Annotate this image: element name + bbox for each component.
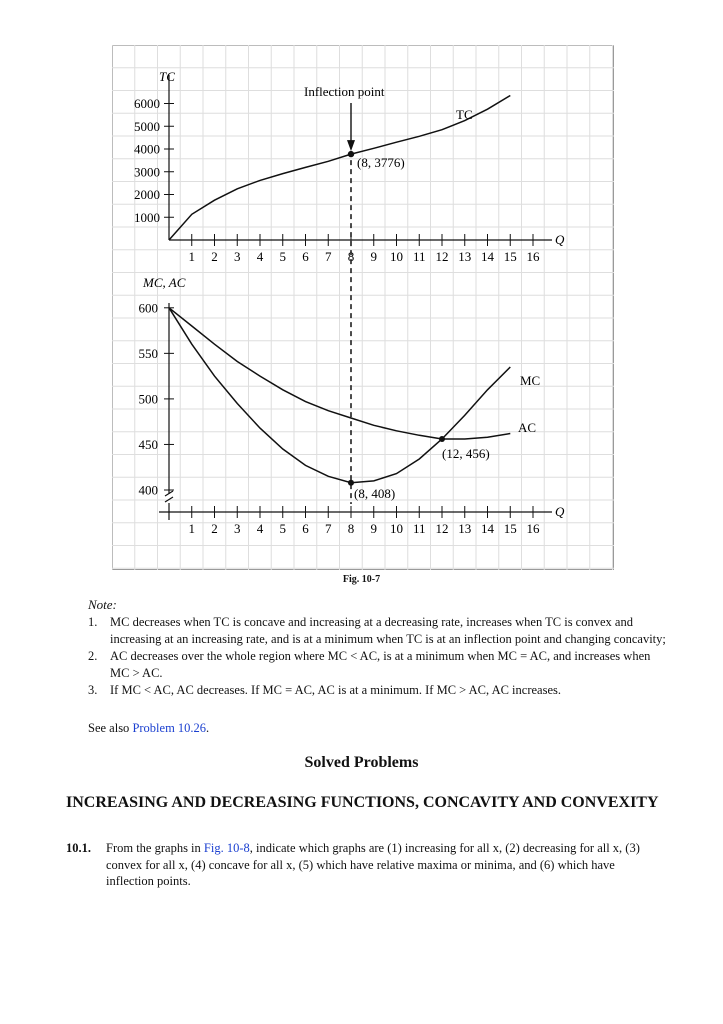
bottom-y-tick-label: 450	[138, 436, 158, 452]
chart-svg	[112, 45, 614, 570]
tc-series-label: TC	[456, 107, 473, 122]
problem-10-26-link[interactable]: Problem 10.26	[132, 721, 207, 735]
top-y-tick-label: 2000	[134, 187, 160, 202]
note-item-text: AC decreases over the whole region where MC < AC, is at a minimum when MC = AC, and increases when MC > AC.	[110, 649, 651, 680]
bottom-x-tick-label: 11	[412, 521, 426, 536]
top-x-tick-label: 4	[256, 249, 264, 264]
see-also-suffix: .	[206, 721, 210, 735]
mc-ac-intersection-point	[439, 436, 445, 442]
top-x-tick-label: 9	[370, 249, 377, 264]
bottom-x-tick-label: 5	[279, 521, 286, 536]
note-label: Note:	[88, 597, 117, 612]
bottom-x-tick-label: 13	[458, 521, 472, 536]
top-x-tick-label: 2	[211, 249, 218, 264]
top-y-tick-label: 6000	[134, 96, 160, 111]
note-item-number: 3.	[88, 683, 98, 697]
top-x-axis-label: Q	[555, 232, 565, 247]
bottom-x-tick-label: 4	[256, 521, 264, 536]
bottom-y-axis-label: MC, AC	[143, 275, 186, 290]
bottom-x-tick-label: 12	[435, 521, 449, 536]
bottom-y-tick-label: 400	[138, 482, 158, 498]
top-x-tick-label: 6	[302, 249, 309, 264]
bottom-x-tick-label: 3	[234, 521, 241, 536]
see-also-prefix: See also	[88, 721, 133, 735]
bottom-y-tick-label: 550	[138, 345, 158, 361]
note-item	[88, 614, 668, 647]
top-x-tick-label: 15	[503, 249, 517, 264]
bottom-x-tick-label: 10	[390, 521, 403, 536]
bottom-y-tick-label: 600	[138, 300, 158, 316]
figure-10-7	[112, 45, 614, 570]
top-y-axis-label: TC	[159, 69, 175, 84]
bottom-x-tick-label: 14	[481, 521, 494, 536]
top-x-tick-label: 10	[390, 249, 403, 264]
note-list	[88, 614, 668, 700]
problem-number: 10.1.	[66, 841, 91, 855]
section-title: Solved Problems	[304, 754, 419, 771]
top-x-tick-label: 8	[347, 249, 355, 264]
bottom-x-tick-label: 1	[188, 521, 195, 536]
ac-series-label: AC	[518, 420, 537, 435]
top-x-tick-label: 1	[188, 249, 195, 264]
note-item-number: 2.	[88, 649, 98, 663]
bottom-x-tick-label: 8	[347, 521, 355, 536]
minimum-label: (8, 408)	[354, 486, 396, 501]
top-x-tick-label: 5	[279, 249, 286, 264]
mc-series-label: MC	[520, 373, 541, 388]
bottom-x-tick-label: 9	[370, 521, 377, 536]
top-y-tick-label: 1000	[134, 209, 160, 225]
top-y-tick-label: 4000	[134, 141, 160, 157]
bottom-x-axis-label: Q	[555, 504, 565, 519]
top-x-tick-label: 7	[325, 249, 332, 264]
sub-heading: INCREASING AND DECREASING FUNCTIONS, CONCAVITY AND CONVEXITY	[66, 794, 659, 811]
bottom-x-tick-label: 2	[211, 521, 218, 536]
problem-10-1	[66, 840, 661, 890]
top-y-tick-label: 5000	[134, 118, 160, 134]
note-item-text: MC decreases when TC is concave and increasing at a decreasing rate, increases when TC is convex and increasing at an increasing rate, and is at a minimum when TC is at an inflection point and changing concavity;	[110, 615, 666, 646]
tc-inflection-point	[348, 151, 354, 157]
note-item	[88, 682, 668, 699]
problem-text-end: , indicate which graphs are (1) increasing for all x, (2) decreasing for all x, (3) convex for all x, (4) concave for all x, (5) which have relative maxima or minima, and (6) which have inflection points.	[106, 841, 640, 888]
figure-caption: Fig. 10-7	[342, 574, 381, 585]
bottom-x-tick-label: 6	[302, 521, 309, 536]
top-x-tick-label: 3	[234, 249, 241, 264]
tc-point-label: (8, 3776)	[357, 155, 405, 170]
top-x-tick-label: 14	[481, 249, 494, 264]
bottom-x-tick-label: 7	[325, 521, 332, 536]
bottom-x-tick-label: 16	[526, 521, 540, 536]
note-item-text: If MC < AC, AC decreases. If MC = AC, AC is at a minimum. If MC > AC, AC increases.	[110, 683, 561, 697]
bottom-y-tick-label: 500	[138, 391, 158, 407]
problem-text-start: From the graphs in	[106, 841, 204, 855]
top-x-tick-label: 11	[412, 249, 426, 264]
top-x-tick-label: 13	[458, 249, 472, 264]
top-x-tick-label: 16	[526, 249, 540, 264]
top-x-tick-label: 12	[435, 249, 449, 264]
bottom-x-tick-label: 15	[503, 521, 517, 536]
intersection-label: (12, 456)	[442, 446, 490, 461]
inflection-point-label: Inflection point	[304, 84, 385, 99]
see-also	[88, 721, 209, 736]
note-item	[88, 648, 668, 681]
fig-10-8-link[interactable]: Fig. 10-8	[203, 841, 250, 855]
note-item-number: 1.	[88, 615, 98, 629]
top-y-tick-label: 3000	[134, 164, 160, 180]
